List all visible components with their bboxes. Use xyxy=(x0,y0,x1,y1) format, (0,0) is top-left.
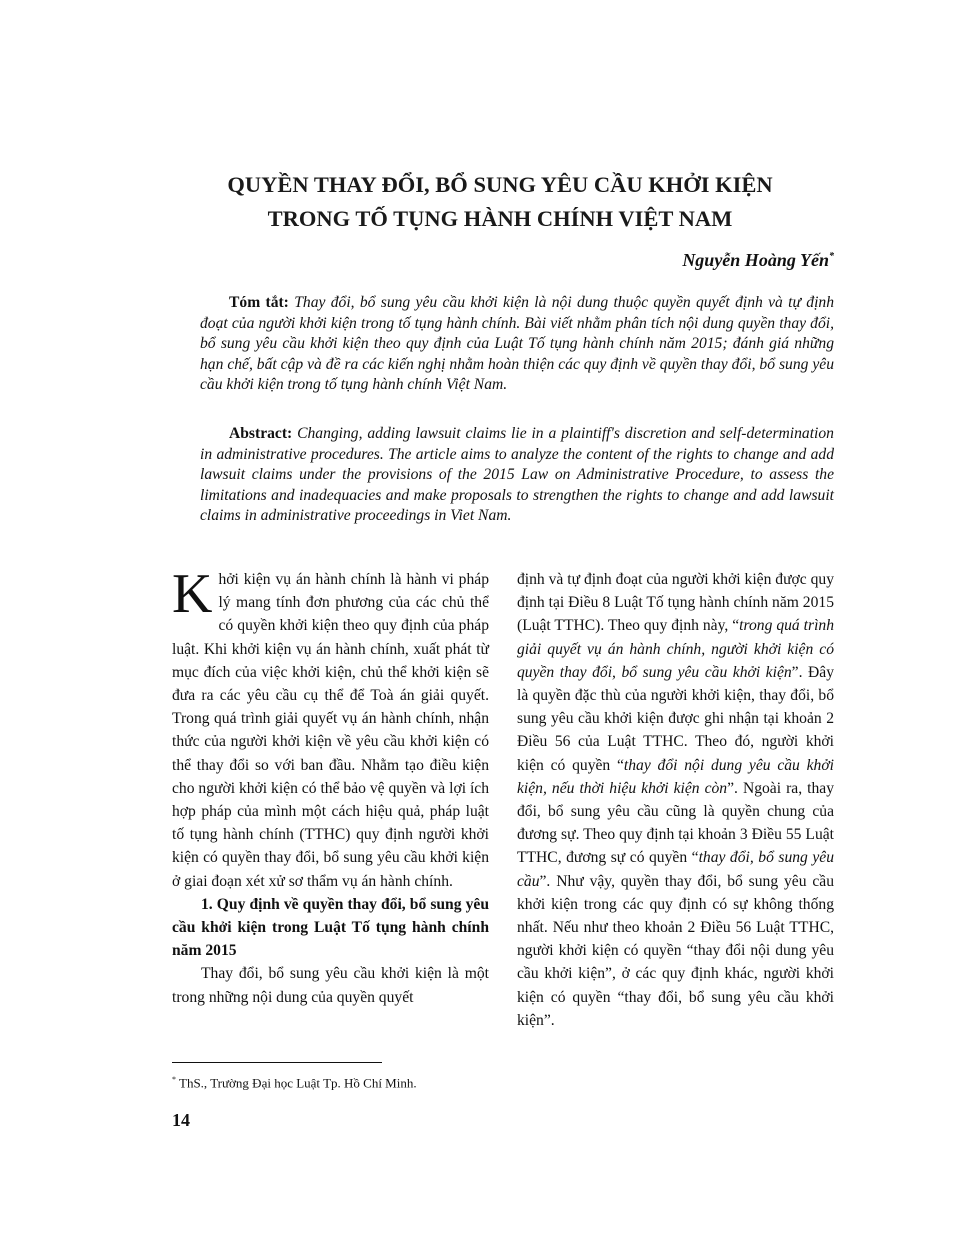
abstract-text: Changing, adding lawsuit claims lie in a plaintiff's discretion and self-determination in administrative procedures. The article aims to analyze the content of the rights to change and add lawsuit claims under the provisions of the 2015 Law on Administrative Procedure, to assess the limitations and inadequacies and make proposals to strengthen the rights to change and add lawsuit claims in administrative proceedings in Viet Nam. xyxy=(200,425,834,525)
title-line-2: TRONG TỐ TỤNG HÀNH CHÍNH VIỆT NAM xyxy=(267,206,733,231)
page-number: 14 xyxy=(172,1110,190,1130)
abstract-label: Abstract: xyxy=(229,425,293,442)
section-heading: 1. Quy định về quyền thay đổi, bổ sung yêu cầu khởi kiện trong Luật Tố tụng hành chính năm 2015 xyxy=(172,895,489,960)
summary-vietnamese xyxy=(200,293,834,396)
abstract-english xyxy=(200,424,834,527)
body-column-left xyxy=(172,563,489,1009)
title-line-1: QUYỀN THAY ĐỔI, BỔ SUNG YÊU CẦU KHỞI KIỆN xyxy=(227,172,773,197)
intro-text: hởi kiện vụ án hành chính là hành vi pháp lý mang tính đơn phương của các chủ thể có quyền khởi kiện theo quy định của pháp luật. Khi khởi kiện vụ án hành chính, xuất phát từ mục đích của việc khởi kiện, chủ thể khởi kiện sẽ đưa ra các yêu cầu cụ thể để Toà án giải quyết. Trong quá trình giải quyết vụ án hành chính, nhận thức của người khởi kiện về yêu cầu khởi kiện có thể thay đổi so với ban đầu. Nhằm tạo điều kiện cho người khởi kiện có thể bảo vệ quyền và lợi ích hợp pháp của mình một cách hiệu quả, pháp luật tố tụng hành chính (TTHC) quy định người khởi kiện có quyền thay đổi, bổ sung yêu cầu khởi kiện ở giai đoạn xét xử sơ thẩm vụ án hành chính. xyxy=(172,571,489,890)
summary-text: Thay đổi, bổ sung yêu cầu khởi kiện là nội dung thuộc quyền quyết định và tự định đoạt của người khởi kiện trong tố tụng hành chính. Bài viết nhằm phân tích nội dung quyền thay đổi, bổ sung yêu cầu khởi kiện theo quy định của Luật Tố tụng hành chính năm 2015; đánh giá những hạn chế, bất cập và đề ra các kiến nghị nhằm hoàn thiện các quy định về quyền thay đổi, bổ sung yêu cầu khởi kiện trong tố tụng hành chính Việt Nam. xyxy=(200,294,835,394)
author-byline xyxy=(682,250,834,271)
footnote-text: ThS., Trường Đại học Luật Tp. Hồ Chí Minh. xyxy=(179,1075,417,1091)
right-text-2: ”. Đây là quyền đặc thù của người khởi kiện, thay đổi, bổ sung yêu cầu khởi kiện được ghi nhận tại khoản 2 Điều 56 của Luật TTHC. Theo đó, người khởi kiện có quyền “ xyxy=(517,663,834,774)
footnote-marker: * xyxy=(172,1075,176,1084)
quote-2: thay đổi nội dung yêu cầu khởi kiện, nếu thời hiệu khởi kiện còn xyxy=(517,756,834,797)
drop-cap: K xyxy=(172,563,213,625)
intro-paragraph xyxy=(172,563,489,893)
summary-label: Tóm tắt: xyxy=(229,294,289,311)
author-name: Nguyễn Hoàng Yến xyxy=(682,250,829,270)
quote-1: trong quá trình giải quyết vụ án hành chính, người khởi kiện có quyền thay đổi, bổ sung yêu cầu khởi kiện xyxy=(517,617,834,681)
right-text-1: định và tự định đoạt của người khởi kiện được quy định tại Điều 8 Luật Tố tụng hành chính năm 2015 (Luật TTHC). Theo quy định này, “ xyxy=(517,571,834,635)
body-column-right xyxy=(517,568,834,1032)
footnote-divider xyxy=(172,1062,382,1063)
section-paragraph: Thay đổi, bổ sung yêu cầu khởi kiện là một trong những nội dung của quyền quyết xyxy=(172,965,489,1006)
right-paragraph xyxy=(517,568,834,1032)
footnote xyxy=(172,1072,417,1091)
right-text-4: ”. Như vậy, quyền thay đổi, bổ sung yêu cầu khởi kiện trong các quy định có sự không thống nhất. Nếu như theo khoản 2 Điều 56 Luật TTHC, người khởi kiện có quyền “thay đổi nội dung yêu cầu khởi kiện”, ở các quy định khác, người khởi kiện có quyền “thay đổi, bổ sung yêu cầu khởi kiện”. xyxy=(517,872,834,1029)
right-text-3: ”. Ngoài ra, thay đổi, bổ sung yêu cầu cũng là quyền chung của đương sự. Theo quy định tại khoản 3 Điều 55 Luật TTHC, đương sự có quyền “ xyxy=(517,779,834,867)
article-title xyxy=(150,168,850,236)
quote-3: thay đổi, bổ sung yêu cầu xyxy=(517,849,834,890)
author-footnote-marker: * xyxy=(829,251,834,262)
